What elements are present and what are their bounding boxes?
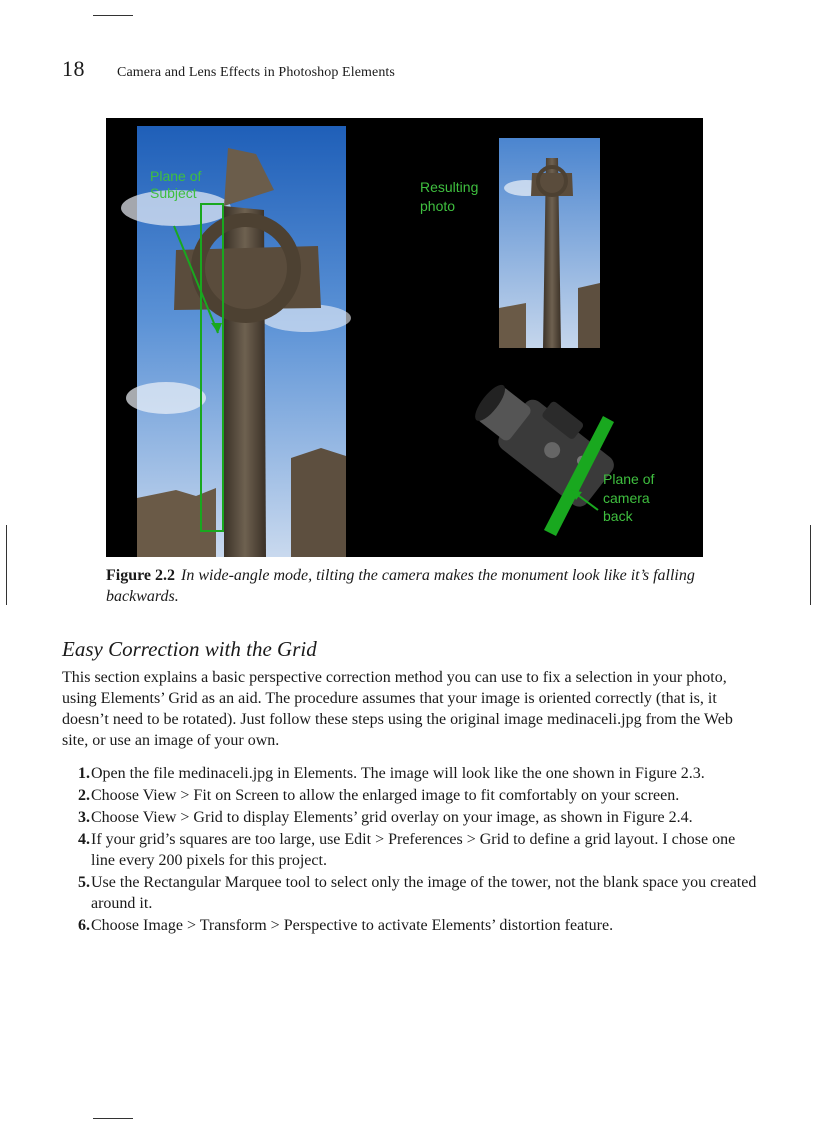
- crop-mark-left: [6, 525, 7, 605]
- step-number: 3.: [78, 809, 90, 826]
- step-number: 5.: [78, 874, 90, 891]
- crop-mark-bottom: [93, 1118, 133, 1119]
- step-item: [62, 785, 762, 806]
- step-text: If your grid’s squares are too large, use Edit > Preferences > Grid to define a grid layout. I chose one line every 200 pixels for this project.: [91, 831, 736, 869]
- running-header: [62, 56, 395, 84]
- label-plane-camera-line2: camera: [603, 490, 650, 506]
- label-plane-camera-line1: Plane of: [603, 471, 655, 487]
- caption-label: Figure 2.2: [106, 567, 176, 584]
- label-plane-subject-line1: Plane of: [150, 168, 202, 184]
- page-number: 18: [62, 56, 85, 81]
- step-text: Choose View > Grid to display Elements’ grid overlay on your image, as shown in Figure 2.4.: [91, 809, 693, 826]
- step-number: 1.: [78, 765, 90, 782]
- step-number: 4.: [78, 831, 90, 848]
- caption-text: In wide-angle mode, tilting the camera makes the monument look like it’s falling backwards.: [106, 567, 695, 605]
- step-text: Choose Image > Transform > Perspective to activate Elements’ distortion feature.: [91, 917, 614, 934]
- section-intro: This section explains a basic perspective correction method you can use to fix a selection in your photo, using Elements’ Grid as an aid. The procedure assumes that your image is oriented correctly (that is, it doesn’t need to be rotated). Just follow these steps using the original image medinaceli.jpg from the Web site, or use an image of your own.: [62, 669, 733, 749]
- step-number: 6.: [78, 917, 90, 934]
- label-resulting-line2: photo: [420, 198, 456, 214]
- step-item: [62, 829, 762, 871]
- step-item: [62, 915, 762, 936]
- label-plane-camera-line3: back: [603, 508, 633, 524]
- step-item: [62, 763, 762, 784]
- figure-image: [106, 118, 703, 557]
- step-text: Use the Rectangular Marquee tool to select only the image of the tower, not the blank space you created around it.: [91, 874, 757, 912]
- crop-mark-top: [93, 15, 133, 16]
- step-text: Choose View > Fit on Screen to allow the enlarged image to fit comfortably on your screen.: [91, 787, 680, 804]
- step-text: Open the file medinaceli.jpg in Elements. The image will look like the one shown in Figure 2.3.: [91, 765, 705, 782]
- step-number: 2.: [78, 787, 90, 804]
- label-resulting-line1: Resulting: [420, 179, 479, 195]
- running-title: Camera and Lens Effects in Photoshop Elements: [117, 65, 395, 80]
- steps-list: [62, 763, 762, 937]
- step-item: [62, 807, 762, 828]
- label-plane-subject-line2: Subject: [150, 185, 197, 201]
- step-item: [62, 872, 762, 914]
- figure-caption: [106, 565, 706, 607]
- cross-photo-result: [499, 138, 600, 348]
- section-title: Easy Correction with the Grid: [62, 637, 317, 661]
- crop-mark-right: [810, 525, 811, 605]
